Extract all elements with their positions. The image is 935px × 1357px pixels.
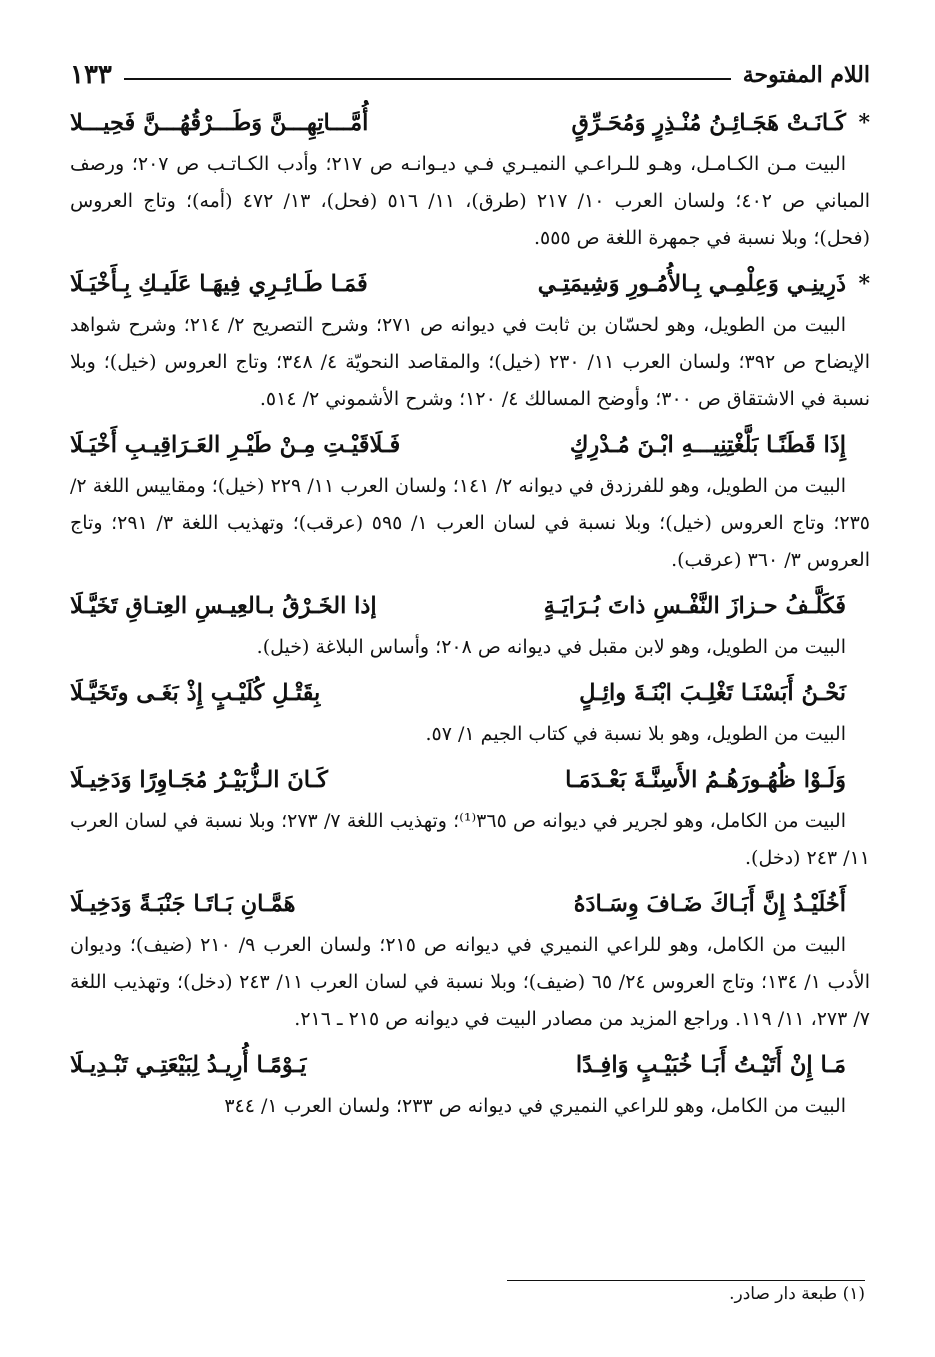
verse-commentary: البيت من الكامل، وهو لجرير في ديوانه ص ٣٦٥⁽¹⁾؛ وتهذيب اللغة ٧/ ٢٧٣؛ وبلا نسبة في لسان العرب ١١/ ٢٤٣ (دخل). (70, 810, 870, 869)
second-hemistich: يَـوْمًـا أُرِيـدُ لِبَيْعَتِـي تَبْـدِيـلَا (70, 1052, 307, 1078)
first-hemistich: وَلَـوْا ظُهُـورَهُـمُ الأَسِنَّـةَ بَعْـدَمَـا (565, 767, 846, 793)
running-head (70, 50, 870, 100)
first-hemistich: كَـانَـتْ هَجَـائِـنُ مُنْـذِرٍ وَمُحَـرِّقٍ (571, 110, 846, 136)
verse-line (70, 881, 870, 927)
verse-line (70, 422, 870, 468)
first-hemistich: أَخُلَيْـدُ إِنَّ أَبَـاكَ ضَـافَ وِسَـادَهُ (573, 891, 846, 917)
verse-entry (70, 881, 870, 1038)
footnote: (١) طبعة دار صادر. (729, 1284, 865, 1304)
second-hemistich: كَـانَ الـزُّبَيْـرُ مُجَـاوِرًا وَدَخِيـلَا (70, 767, 328, 793)
footnote-rule (507, 1280, 865, 1281)
verse-commentary: البيت من الطويل، وهو بلا نسبة في كتاب الجيم ١/ ٥٧. (425, 723, 846, 745)
first-hemistich: فَكَلَّـفُ حـزازَ النَّفْـسِ ذاتَ بُـرَايَـةٍ (543, 593, 846, 619)
verse-entry (70, 1042, 870, 1125)
verse-entry (70, 422, 870, 579)
second-hemistich: هَمَّـانِ بَـاتَـا جَنْبَـةً وَدَخِيـلَا (70, 891, 296, 917)
second-hemistich: فَمَـا طَـائِـرِي فِيهَـا عَلَيـكِ بِـأَخْيَـلَا (70, 271, 368, 297)
verse-line (70, 670, 870, 716)
header-rule (124, 78, 731, 80)
second-hemistich: أُمَّـــاتِهِـــنَّ وَطَـــرْقُهُـــنَّ فَحِيـــلا (70, 110, 369, 136)
verse-commentary: البيت من الكامل، وهو للراعي النميري في ديوانه ص ٢١٥؛ ولسان العرب ٩/ ٢١٠ (ضيف)؛ وديوان الأدب ١/ ١٣٤؛ وتاج العروس ٢٤/ ٦٥ (ضيف)؛ وبلا نسبة في لسان العرب ١١/ ٢٤٣ (دخل)؛ وتهذيب اللغة ٧/ ٢٧٣، ١١/ ١١٩. وراجع المزيد من مصادر البيت في ديوانه ص ٢١٥ ـ ٢١٦. (70, 934, 871, 1030)
first-hemistich: ذَرِينِـي وَعِلْمِـي بِـالأُمُـورِ وَشِيمَتِـي (537, 271, 846, 297)
verse-line (70, 1042, 870, 1088)
second-hemistich: بِقَتْـلِ كُلَيْـبٍ إِذْ بَغَـى وتَخَيَّـلَا (70, 680, 321, 706)
verse-commentary: البيت من الطويل، وهو لابن مقبل في ديوانه ص ٢٠٨؛ وأساس البلاغة (خيل). (256, 636, 846, 658)
verse-entry (70, 670, 870, 753)
first-hemistich: مَـا إِنْ أَتَيْـتُ أَبَـا خُبَيْـبٍ وَافِـدًا (575, 1052, 846, 1078)
verse-entry (70, 100, 870, 257)
verse-commentary: البيت مـن الكـامـل، وهـو للـراعـي النميـري فـي ديـوانـه ص ٢١٧؛ وأدب الكـاتـب ص ٢٠٧؛ ورصف المباني ص ٤٠٢؛ ولسان العرب ١٠/ ٢١٧ (طرق)، ١١/ ٥١٦ (فحل)، ١٣/ ٤٧٢ (أمه)؛ وتاج العروس (فحل)؛ وبلا نسبة في جمهرة اللغة ص ٥٥٥. (70, 153, 871, 249)
verse-entry (70, 261, 870, 418)
star-marker: * (858, 271, 870, 297)
verse-line (70, 261, 870, 307)
second-hemistich: فَـلَاقَيْـتِ مِـنْ طَيْـرِ العَـرَاقِيـبِ أَخْيَـلَا (70, 432, 401, 458)
verse-commentary: البيت من الطويل، وهو للفرزدق في ديوانه ٢/ ١٤١؛ ولسان العرب ١١/ ٢٢٩ (خيل)؛ ومقاييس اللغة ٢/ ٢٣٥؛ وتاج العروس (خيل)؛ وبلا نسبة في لسان العرب ١/ ٥٩٥ (عرقب)؛ وتهذيب اللغة ٣/ ٢٩١؛ وتاج العروس ٣/ ٣٦٠ (عرقب). (70, 475, 870, 571)
verse-entry (70, 583, 870, 666)
verse-line (70, 100, 870, 146)
first-hemistich: نَحْـنُ أَبَسْنَـا تَغْلِـبَ ابْنَـةَ وائِـلٍ (579, 680, 846, 706)
book-page (70, 50, 870, 1129)
verse-line (70, 583, 870, 629)
verse-entry (70, 757, 870, 877)
star-marker: * (858, 110, 870, 136)
verse-commentary: البيت من الطويل، وهو لحسّان بن ثابت في ديوانه ص ٢٧١؛ وشرح التصريح ٢/ ٢١٤؛ وشرح شواهد الإيضاح ص ٣٩٢؛ ولسان العرب ١١/ ٢٣٠ (خيل)؛ والمقاصد النحويّة ٤/ ٣٤٨؛ وتاج العروس (خيل)؛ وبلا نسبة في الاشتقاق ص ٣٠٠؛ وأوضح المسالك ٤/ ١٢٠؛ وشرح الأشموني ٢/ ٥١٤. (70, 314, 871, 410)
page-number: ١٣٣ (70, 60, 112, 90)
first-hemistich: إِذَا قَطَنًـا بَلَّغْتِنِيـــهِ ابْـنَ مُـدْرِكٍ (569, 432, 846, 458)
second-hemistich: إذا الخَـرْقُ بـالعِيـسِ العِتـاقِ تَخَيَّـلَا (70, 593, 377, 619)
chapter-title: اللام المفتوحة (742, 62, 870, 88)
verse-line (70, 757, 870, 803)
verse-commentary: البيت من الكامل، وهو للراعي النميري في ديوانه ص ٢٣٣؛ ولسان العرب ١/ ٣٤٤ (224, 1095, 846, 1117)
